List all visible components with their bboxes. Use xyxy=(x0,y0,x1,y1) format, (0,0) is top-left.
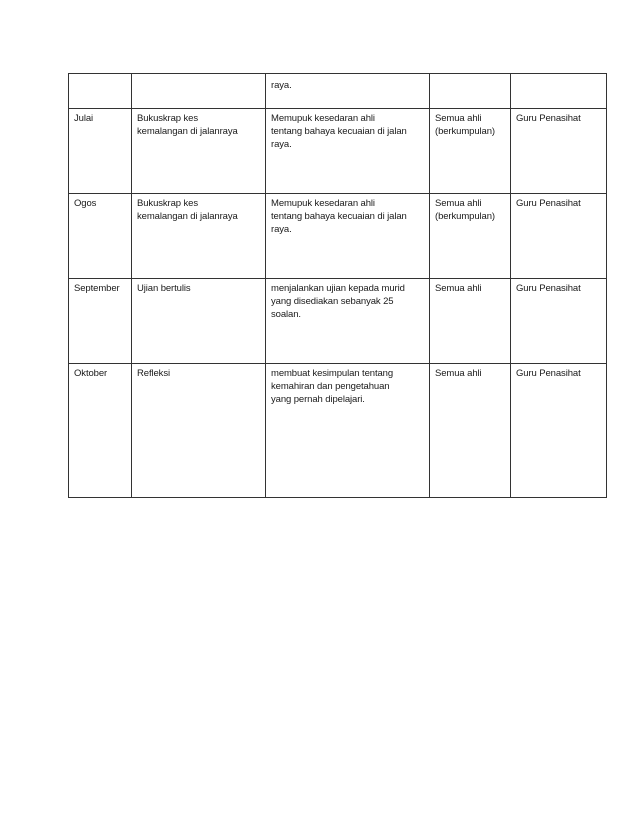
objective-cell: membuat kesimpulan tentang kemahiran dan pengetahuan yang pernah dipelajari. xyxy=(266,364,430,498)
activity-cell: Refleksi xyxy=(132,364,266,498)
activity-cell: Ujian bertulis xyxy=(132,279,266,364)
person-cell xyxy=(511,74,607,109)
objective-cell: menjalankan ujian kepada murid yang disediakan sebanyak 25 soalan. xyxy=(266,279,430,364)
month-cell: Julai xyxy=(69,109,132,194)
activity-cell: Bukuskrap kes kemalangan di jalanraya xyxy=(132,109,266,194)
activity-cell: Bukuskrap kes kemalangan di jalanraya xyxy=(132,194,266,279)
target-cell: Semua ahli (berkumpulan) xyxy=(430,194,511,279)
person-cell: Guru Penasihat xyxy=(511,279,607,364)
person-cell: Guru Penasihat xyxy=(511,109,607,194)
table-row-september xyxy=(69,279,607,364)
activity-cell xyxy=(132,74,266,109)
target-cell: Semua ahli xyxy=(430,364,511,498)
table-row-julai xyxy=(69,109,607,194)
activity-schedule-table xyxy=(68,73,607,498)
table-row-ogos xyxy=(69,194,607,279)
month-cell: Ogos xyxy=(69,194,132,279)
objective-cell: raya. xyxy=(266,74,430,109)
target-cell: Semua ahli xyxy=(430,279,511,364)
table-row-oktober xyxy=(69,364,607,498)
target-cell: Semua ahli (berkumpulan) xyxy=(430,109,511,194)
target-cell xyxy=(430,74,511,109)
month-cell: Oktober xyxy=(69,364,132,498)
month-cell: September xyxy=(69,279,132,364)
month-cell xyxy=(69,74,132,109)
objective-cell: Memupuk kesedaran ahli tentang bahaya kecuaian di jalan raya. xyxy=(266,109,430,194)
person-cell: Guru Penasihat xyxy=(511,364,607,498)
objective-cell: Memupuk kesedaran ahli tentang bahaya kecuaian di jalan raya. xyxy=(266,194,430,279)
table-row-carryover xyxy=(69,74,607,109)
person-cell: Guru Penasihat xyxy=(511,194,607,279)
